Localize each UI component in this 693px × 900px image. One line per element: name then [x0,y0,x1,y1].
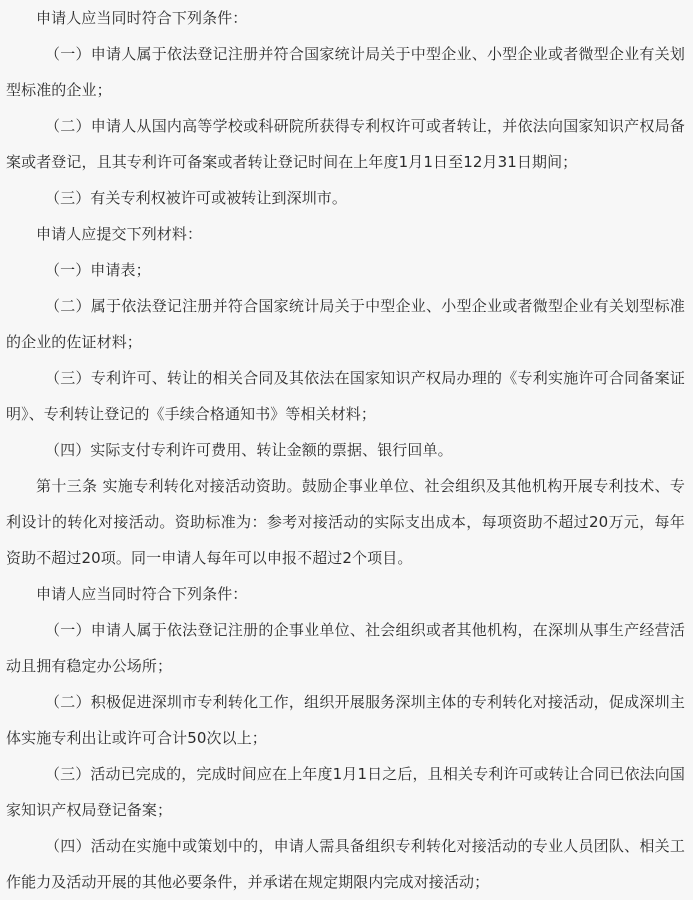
paragraph-condition-2-1: （一）申请人属于依法登记注册的企事业单位、社会组织或者其他机构，在深圳从事生产经营活动且拥有稳定办公场所； [6,621,685,675]
paragraph-article-13: 第十三条 实施专利转化对接活动资助。鼓励企事业单位、社会组织及其他机构开展专利技术、专利设计的转化对接活动。资助标准为：参考对接活动的实际支出成本，每项资助不超过20万元，每年资助不超过20项。同一申请人每年可以申报不超过2个项目。 [6,477,685,567]
paragraph-conditions-heading: 申请人应当同时符合下列条件： [36,9,248,27]
paragraph-condition-1: （一）申请人属于依法登记注册并符合国家统计局关于中型企业、小型企业或者微型企业有关划型标准的企业； [6,45,685,99]
paragraph-materials-heading: 申请人应提交下列材料： [36,225,203,243]
paragraph-condition-2-2: （二）积极促进深圳市专利转化工作，组织开展服务深圳主体的专利转化对接活动，促成深圳主体实施专利出让或许可合计50次以上； [6,693,685,747]
paragraph-material-3: （三）专利许可、转让的相关合同及其依法在国家知识产权局办理的《专利实施许可合同备案证明》、专利转让登记的《手续合格通知书》等相关材料； [6,369,685,423]
paragraph-material-2: （二）属于依法登记注册并符合国家统计局关于中型企业、小型企业或者微型企业有关划型标准的企业的佐证材料； [6,297,685,351]
paragraph-condition-2: （二）申请人从国内高等学校或科研院所获得专利权许可或者转让，并依法向国家知识产权局备案或者登记，且其专利许可备案或者转让登记时间在上年度1月1日至12月31日期间； [6,117,685,171]
paragraph-condition-2-4: （四）活动在实施中或策划中的，申请人需具备组织专利转化对接活动的专业人员团队、相关工作能力及活动开展的其他必要条件，并承诺在规定期限内完成对接活动； [6,837,685,891]
paragraph-material-4: （四）实际支付专利许可费用、转让金额的票据、银行回单。 [45,441,453,459]
paragraph-condition-2-3: （三）活动已完成的，完成时间应在上年度1月1日之后，且相关专利许可或转让合同已依法向国家知识产权局登记备案； [6,765,685,819]
paragraph-conditions-heading-2: 申请人应当同时符合下列条件： [36,585,248,603]
paragraph-material-1: （一）申请表； [45,261,151,279]
paragraph-condition-3: （三）有关专利权被许可或被转让到深圳市。 [45,189,348,207]
